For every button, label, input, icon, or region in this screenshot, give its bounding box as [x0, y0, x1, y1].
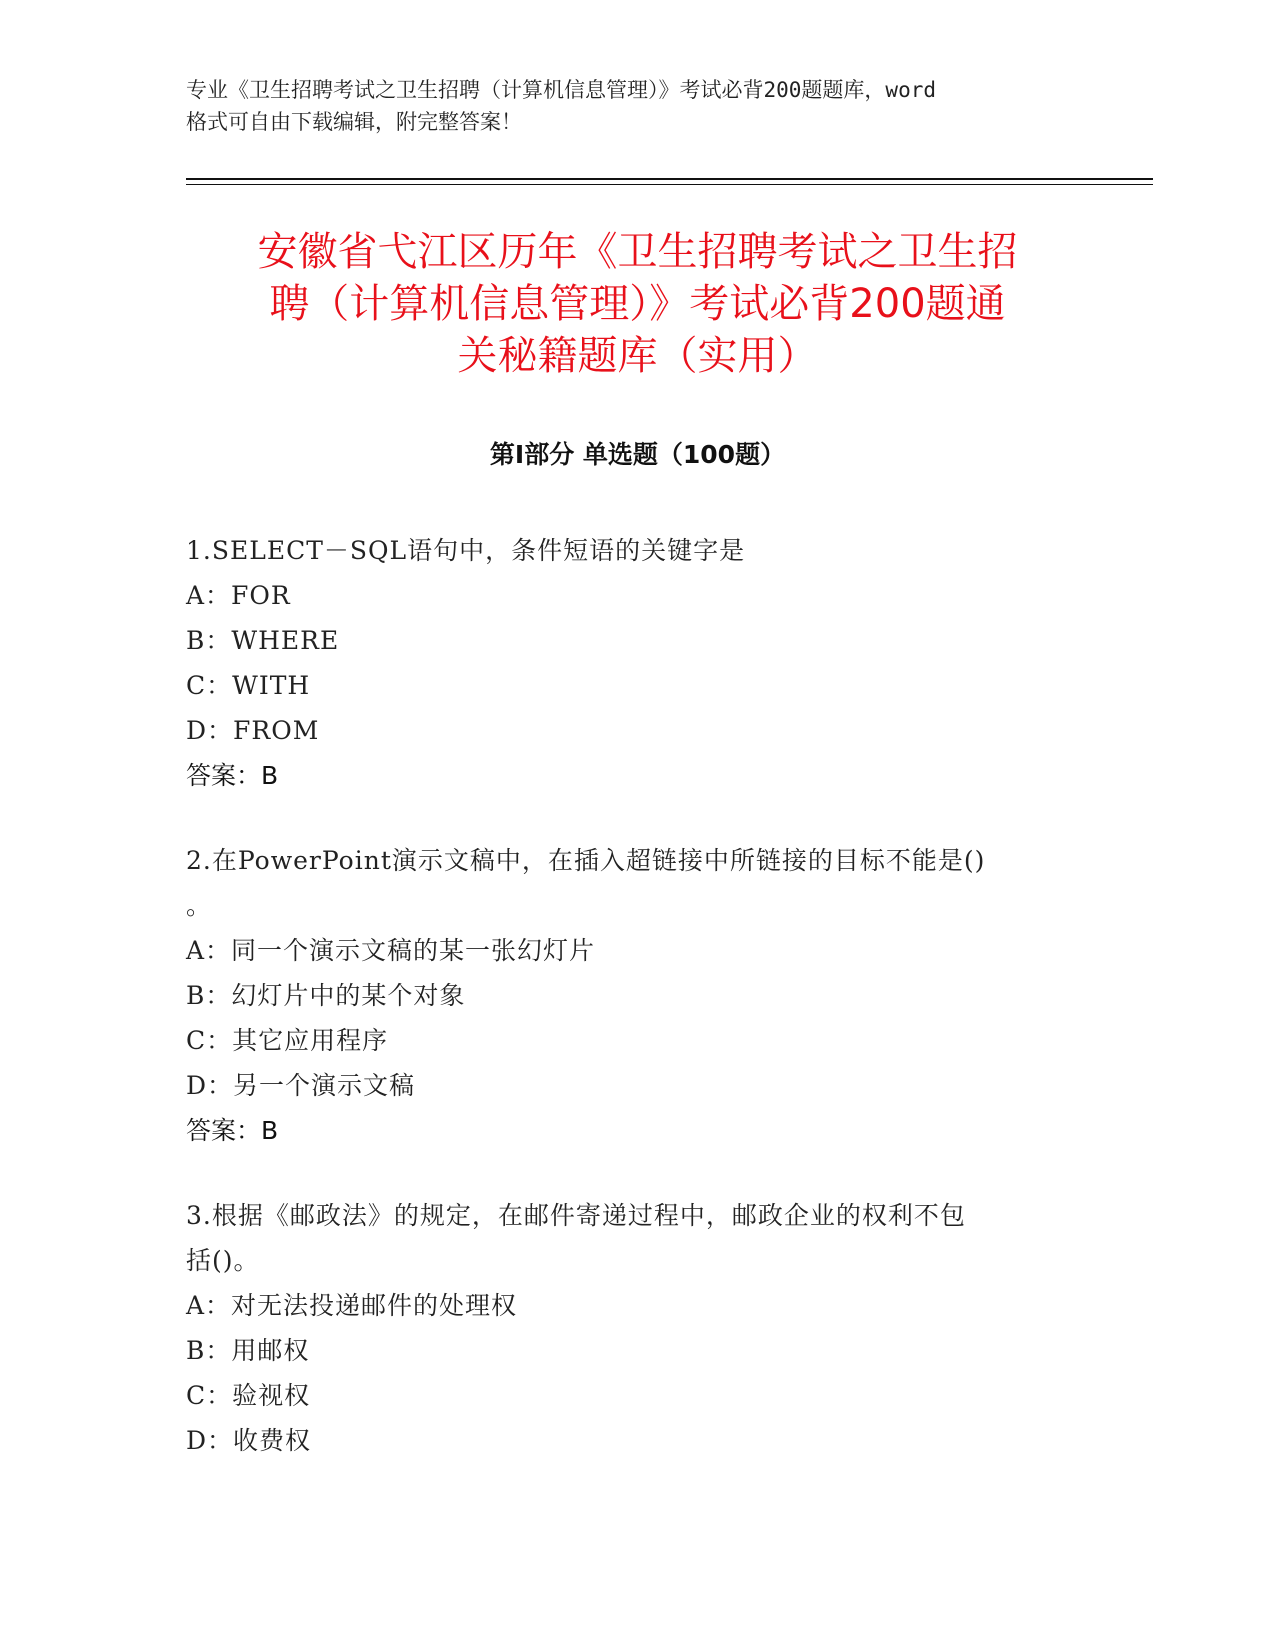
- header-divider-thick: [186, 178, 1153, 180]
- title-line-1: 安徽省弋江区历年《卫生招聘考试之卫生招: [257, 229, 1018, 275]
- question-3: [186, 1193, 1076, 1463]
- header-divider-thin: [186, 184, 1153, 185]
- question-stem-continued: 括()。: [186, 1246, 260, 1275]
- intro-line-2: 格式可自由下载编辑，附完整答案！: [186, 110, 522, 134]
- intro-text: [186, 74, 1086, 138]
- question-list: [186, 528, 1076, 1503]
- option-c: C：验视权: [186, 1381, 311, 1410]
- answer: 答案：B: [186, 761, 279, 790]
- question-stem: 1.SELECT－SQL语句中，条件短语的关键字是: [186, 536, 746, 565]
- option-d: D：收费权: [186, 1426, 312, 1455]
- document-title: [180, 226, 1095, 382]
- title-line-2: 聘（计算机信息管理）》考试必背200题通: [269, 281, 1006, 327]
- option-c: C：WITH: [186, 671, 311, 700]
- title-line-3: 关秘籍题库（实用）: [457, 333, 818, 379]
- option-a: A：对无法投递邮件的处理权: [186, 1291, 518, 1320]
- option-b: B：幻灯片中的某个对象: [186, 981, 466, 1010]
- question-2: [186, 838, 1076, 1153]
- option-b: B：WHERE: [186, 626, 340, 655]
- answer: 答案：B: [186, 1116, 279, 1145]
- option-d: D：FROM: [186, 716, 320, 745]
- question-stem: 3.根据《邮政法》的规定，在邮件寄递过程中，邮政企业的权利不包: [186, 1201, 966, 1230]
- option-a: A：FOR: [186, 581, 291, 610]
- option-c: C：其它应用程序: [186, 1026, 389, 1055]
- section-heading: 第Ⅰ部分 单选题（100题）: [489, 440, 786, 469]
- option-b: B：用邮权: [186, 1336, 310, 1365]
- question-1: [186, 528, 1076, 798]
- question-stem: 2.在PowerPoint演示文稿中，在插入超链接中所链接的目标不能是(): [186, 846, 986, 875]
- option-d: D：另一个演示文稿: [186, 1071, 416, 1100]
- question-stem-continued: 。: [186, 891, 213, 920]
- intro-line-1: 专业《卫生招聘考试之卫生招聘（计算机信息管理）》考试必背200题题库，word: [186, 78, 936, 102]
- option-a: A：同一个演示文稿的某一张幻灯片: [186, 936, 596, 965]
